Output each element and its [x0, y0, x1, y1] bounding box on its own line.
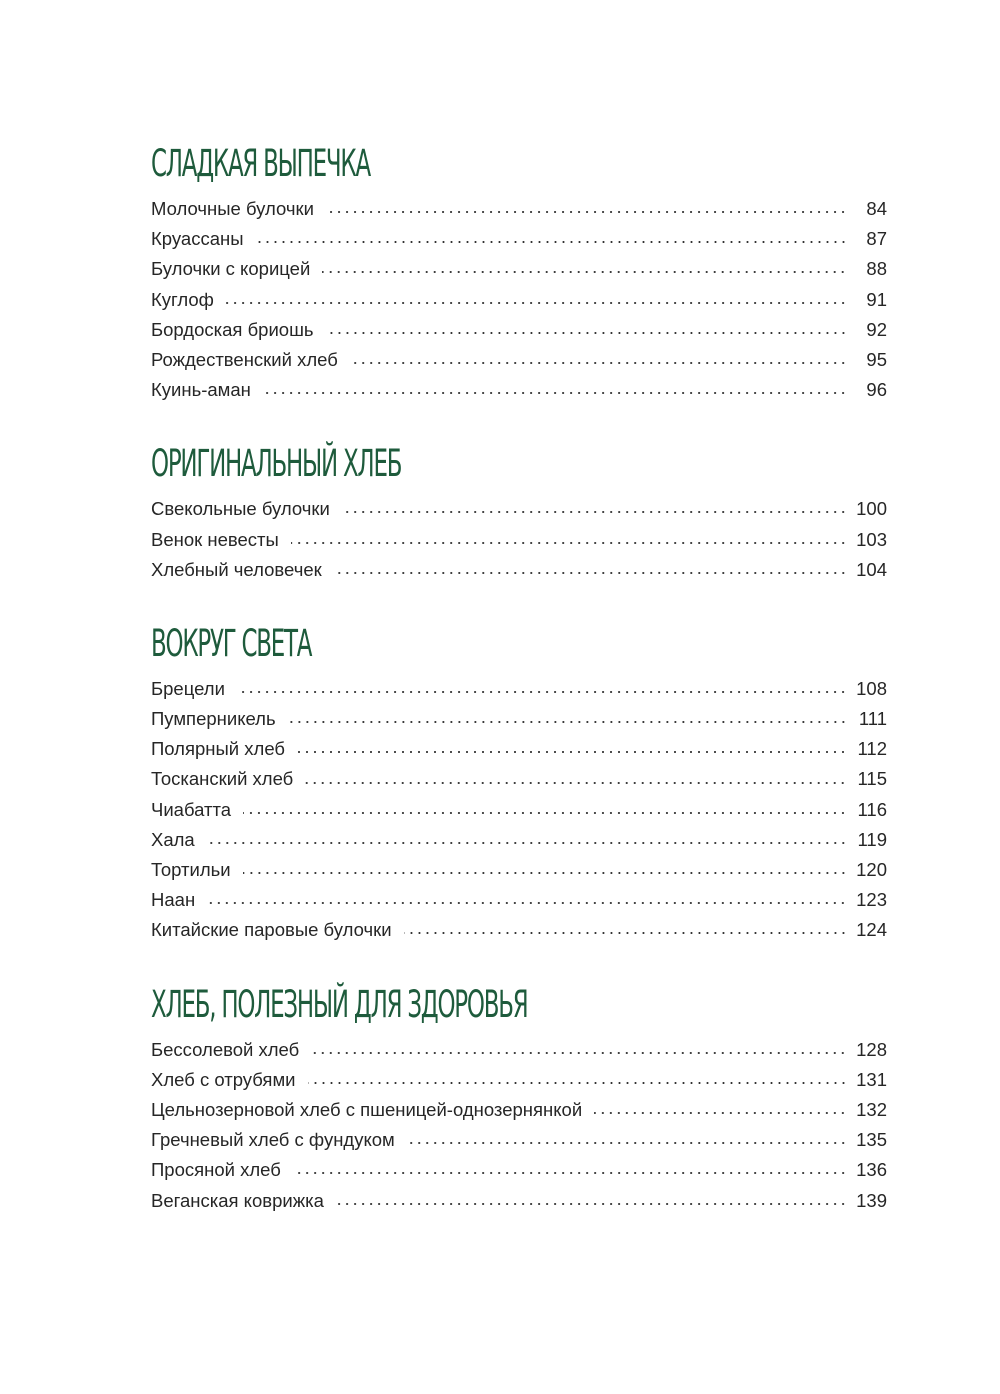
section-title: ХЛЕБ, ПОЛЕЗНЫЙ ДЛЯ ЗДОРОВЬЯ: [151, 982, 528, 1026]
toc-entry-page: 131: [856, 1068, 887, 1090]
dot-leader: [207, 842, 847, 844]
toc-entry[interactable]: [151, 224, 887, 254]
dot-leader: [288, 721, 847, 723]
toc-entry-list: [151, 674, 887, 946]
dot-leader: [305, 782, 847, 784]
toc-entry-title: Хлебный человечек: [151, 558, 322, 580]
toc-entry-title: Тосканский хлеб: [151, 768, 294, 790]
toc-entry-page: 115: [857, 768, 887, 790]
toc-entry-title: Хлеб с отрубями: [151, 1068, 296, 1090]
dot-leader: [326, 211, 847, 213]
toc-entry-title: Молочные булочки: [151, 198, 314, 219]
toc-entry-page: 124: [856, 919, 887, 941]
toc-entry-page: 120: [856, 859, 887, 880]
dot-leader: [311, 1052, 847, 1054]
toc-entry-title: Круассаны: [151, 228, 244, 250]
toc-entry-title: Чиабатта: [151, 798, 232, 820]
toc-entry-title: Свекольные булочки: [151, 498, 330, 520]
toc-section-around-the-world: [151, 618, 887, 946]
toc-entry-title: Венок невесты: [151, 528, 279, 550]
toc-entry[interactable]: [151, 285, 887, 315]
dot-leader: [226, 302, 847, 304]
dot-leader: [407, 1142, 847, 1144]
toc-entry[interactable]: [151, 704, 887, 734]
toc-entry-page: 103: [856, 528, 887, 550]
section-title: ВОКРУГ СВЕТА: [151, 621, 312, 665]
toc-entry-page: 135: [856, 1129, 887, 1151]
toc-entry[interactable]: [151, 1035, 887, 1065]
toc-entry[interactable]: [151, 194, 887, 224]
dot-leader: [404, 932, 847, 934]
toc-entry[interactable]: [151, 734, 887, 764]
toc-entry[interactable]: [151, 254, 887, 284]
toc-entry-title: Тортильи: [151, 859, 231, 880]
toc-entry[interactable]: [151, 525, 887, 555]
toc-entry[interactable]: [151, 375, 887, 405]
toc-entry-title: Просяной хлеб: [151, 1159, 281, 1181]
toc-entry-page: 136: [856, 1159, 887, 1181]
toc-entry[interactable]: [151, 825, 887, 855]
dot-leader: [256, 241, 848, 243]
toc-entry-title: Наан: [151, 889, 196, 911]
toc-entry-title: Куинь-аман: [151, 379, 251, 401]
toc-entry[interactable]: [151, 1155, 887, 1185]
dot-leader: [243, 872, 847, 874]
dot-leader: [293, 1172, 847, 1174]
dot-leader: [322, 271, 847, 273]
toc-entry-list: [151, 194, 887, 405]
dot-leader: [243, 812, 847, 814]
toc-entry[interactable]: [151, 885, 887, 915]
dot-leader: [326, 332, 847, 334]
dot-leader: [291, 542, 847, 544]
toc-entry[interactable]: [151, 764, 887, 794]
toc-entry-page: 123: [856, 889, 887, 911]
toc-entry-title: Китайские паровые булочки: [151, 919, 392, 941]
toc-entry-page: 96: [866, 379, 887, 401]
toc-entry-page: 128: [856, 1038, 887, 1060]
dot-leader: [342, 511, 847, 513]
toc-section-original-bread: [151, 438, 887, 585]
toc-entry-page: 87: [866, 228, 887, 250]
toc-entry-title: Брецели: [151, 677, 225, 699]
toc-entry-page: 88: [866, 258, 887, 280]
dot-leader: [594, 1112, 847, 1114]
toc-entry[interactable]: [151, 555, 887, 585]
toc-entry-page: 111: [858, 708, 887, 730]
toc-entry[interactable]: [151, 674, 887, 704]
toc-entry[interactable]: [151, 1065, 887, 1095]
toc-entry[interactable]: [151, 855, 887, 885]
dot-leader: [334, 572, 847, 574]
toc-entry-page: 100: [856, 498, 887, 520]
toc-entry-title: Пумперникель: [151, 708, 276, 730]
toc-section-sweet-pastry: [151, 138, 887, 405]
toc-entry[interactable]: [151, 795, 887, 825]
toc-entry[interactable]: [151, 915, 887, 945]
dot-leader: [336, 1203, 847, 1205]
toc-entry-title: Веганская коврижка: [151, 1189, 324, 1211]
toc-entry-page: 104: [856, 558, 887, 580]
toc-entry[interactable]: [151, 345, 887, 375]
toc-entry-page: 112: [857, 738, 887, 760]
toc-entry-page: 108: [856, 677, 887, 699]
toc-entry-title: Хала: [151, 828, 195, 850]
toc-entry-title: Цельнозерновой хлеб с пшеницей-однозернянкой: [151, 1098, 583, 1120]
toc-entry-page: 95: [866, 348, 887, 370]
table-of-contents: [151, 138, 887, 1216]
toc-entry-title: Куглоф: [151, 288, 214, 310]
section-title: СЛАДКАЯ ВЫПЕЧКА: [151, 142, 370, 185]
dot-leader: [350, 362, 847, 364]
toc-entry-list: [151, 1035, 887, 1216]
toc-entry[interactable]: [151, 1095, 887, 1125]
dot-leader: [207, 902, 847, 904]
toc-entry[interactable]: [151, 315, 887, 345]
toc-entry[interactable]: [151, 494, 887, 524]
dot-leader: [263, 392, 847, 394]
toc-entry-page: 91: [866, 288, 887, 310]
toc-entry-title: Рождественский хлеб: [151, 348, 338, 370]
toc-entry-title: Бессолевой хлеб: [151, 1038, 300, 1060]
toc-entry[interactable]: [151, 1125, 887, 1155]
toc-section-healthy-bread: [151, 979, 887, 1216]
toc-entry-page: 119: [857, 828, 887, 850]
toc-entry-page: 139: [856, 1189, 887, 1211]
toc-entry-page: 84: [866, 198, 887, 219]
toc-entry-page: 92: [866, 318, 887, 340]
toc-entry-list: [151, 494, 887, 585]
section-title: ОРИГИНАЛЬНЫЙ ХЛЕБ: [151, 442, 402, 486]
toc-entry-page: 116: [857, 798, 887, 820]
toc-entry-title: Полярный хлеб: [151, 738, 285, 760]
dot-leader: [308, 1082, 848, 1084]
toc-entry-title: Булочки с корицей: [151, 258, 311, 280]
toc-entry[interactable]: [151, 1186, 887, 1216]
toc-entry-page: 132: [856, 1098, 887, 1120]
dot-leader: [297, 751, 847, 753]
toc-entry-title: Гречневый хлеб с фундуком: [151, 1129, 395, 1151]
dot-leader: [237, 691, 847, 693]
toc-entry-title: Бордоская бриошь: [151, 318, 314, 340]
